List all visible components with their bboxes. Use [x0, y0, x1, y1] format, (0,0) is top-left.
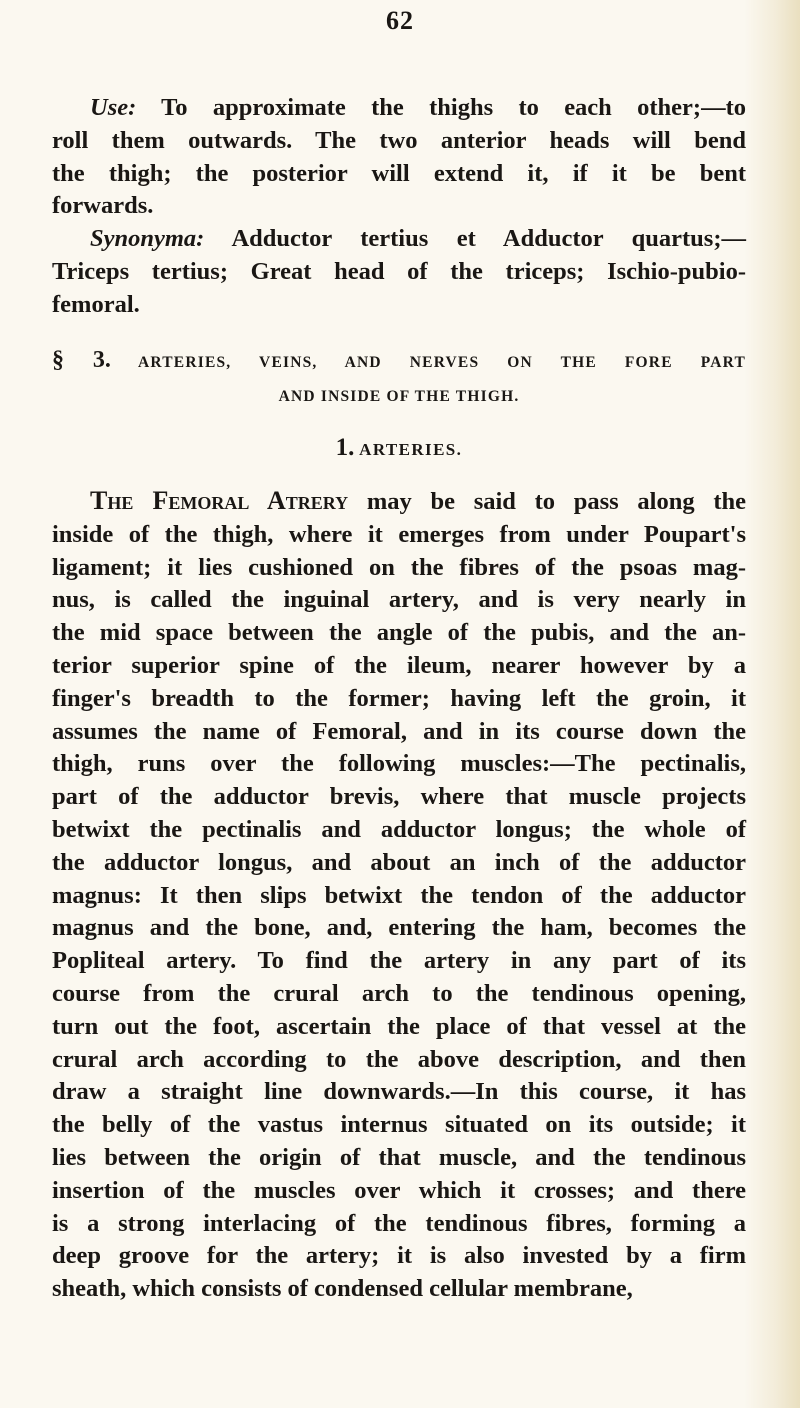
section-symbol: § 3. — [52, 346, 111, 373]
text-line: deep groove for the artery; it is also invested by a firm — [52, 1242, 746, 1270]
subheading — [52, 432, 746, 467]
text-line: course from the crural arch to the tendinous opening, — [52, 979, 746, 1007]
text-line: betwixt the pectinalis and adductor longus; the whole of — [52, 815, 746, 843]
femoral-paragraph — [52, 485, 746, 1306]
text-line: forwards. — [52, 192, 154, 220]
text-line: thigh, runs over the following muscles:—The pectinalis, — [52, 750, 746, 778]
use-paragraph — [52, 92, 746, 223]
text-line: part of the adductor brevis, where that muscle projects — [52, 783, 746, 811]
text-line: Triceps tertius; Great head of the triceps; Ischio-pubio- — [52, 257, 746, 285]
text-line: the adductor longus, and about an inch of the adductor — [52, 848, 746, 876]
section-heading-line1: § 3. ARTERIES, VEINS, AND NERVES ON THE FORE PART — [52, 346, 746, 373]
text-line: assumes the name of Femoral, and in its course down the — [52, 717, 746, 745]
text-line: finger's breadth to the former; having left the groin, it — [52, 684, 746, 712]
text-line: Popliteal artery. To find the artery in any part of its — [52, 947, 746, 975]
synonyma-label: Synonyma: — [90, 225, 205, 253]
subheading-number: 1. — [335, 434, 355, 462]
text-line: roll them outwards. The two anterior heads will bend — [52, 126, 746, 154]
section-heading — [52, 344, 746, 415]
femoral-artery-lead: The Femoral Atrery — [90, 485, 349, 515]
subheading-title: ARTERIES. — [359, 440, 463, 460]
text-line: Use: To approximate the thighs to each other;—to — [90, 94, 746, 121]
text-line: crural arch according to the above description, and then — [52, 1045, 746, 1073]
text-line: terior superior spine of the ileum, nearer however by a — [52, 651, 746, 679]
section-heading-line2: AND INSIDE OF THE THIGH. — [278, 388, 520, 406]
text-line: the thigh; the posterior will extend it, if it be bent — [52, 159, 746, 187]
body-text — [52, 92, 746, 1306]
text-line: the mid space between the angle of the pubis, and the an- — [52, 619, 746, 647]
text-line: is a strong interlacing of the tendinous fibres, forming a — [52, 1209, 746, 1237]
text-line: insertion of the muscles over which it crosses; and there — [52, 1176, 746, 1204]
text-line: The Femoral Atrery may be said to pass along the — [90, 485, 746, 515]
text-line: lies between the origin of that muscle, and the tendinous — [52, 1143, 746, 1171]
synonyma-paragraph — [52, 223, 746, 321]
text-line: magnus and the bone, and, entering the ham, becomes the — [52, 914, 746, 942]
text-line: ligament; it lies cushioned on the fibres of the psoas mag- — [52, 553, 746, 581]
text-line: draw a straight line downwards.—In this course, it has — [52, 1078, 746, 1106]
use-label: Use: — [90, 94, 137, 121]
page-number: 62 — [386, 6, 414, 35]
text-line: nus, is called the inguinal artery, and is very nearly in — [52, 586, 746, 614]
text-line: femoral. — [52, 290, 140, 318]
text-line: Synonyma: Adductor tertius et Adductor quartus;— — [90, 225, 746, 253]
text-line: inside of the thigh, where it emerges from under Poupart's — [52, 520, 746, 548]
text-line: sheath, which consists of condensed cellular membrane, — [52, 1275, 633, 1303]
text-line: the belly of the vastus internus situated on its outside; it — [52, 1111, 746, 1139]
text-line: magnus: It then slips betwixt the tendon of the adductor — [52, 881, 746, 909]
text-line: turn out the foot, ascertain the place of that vessel at the — [52, 1012, 746, 1040]
